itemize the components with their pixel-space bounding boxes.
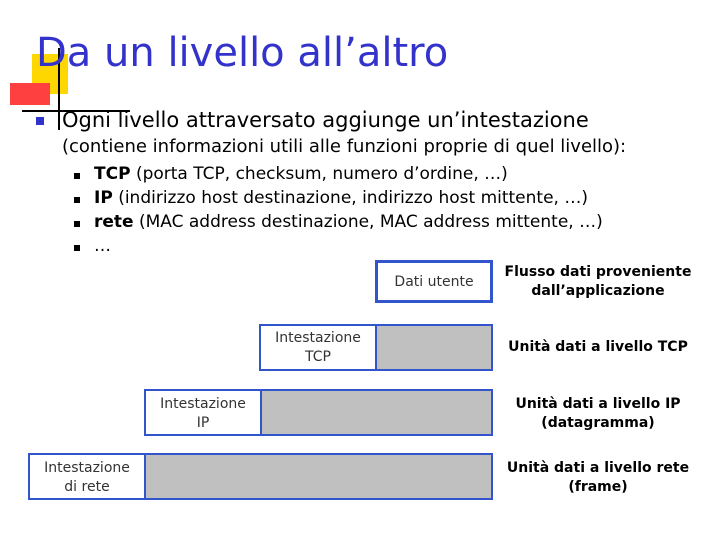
list-item-keyword: TCP	[94, 164, 131, 184]
ip-header-label-line2: IP	[196, 415, 210, 431]
label-network-unit: Unità dati a livello rete (frame)	[506, 460, 690, 495]
label-ip-unit: Unità dati a livello IP (datagramma)	[515, 396, 681, 431]
user-data-label: Dati utente	[394, 274, 474, 290]
ip-payload-block	[262, 389, 493, 436]
list-item-keyword: rete	[94, 212, 134, 232]
ip-header-label-line1: Intestazione	[160, 396, 246, 412]
tcp-header-label-line2: TCP	[305, 349, 331, 365]
network-header-label-line2: di rete	[64, 479, 110, 495]
user-data-block	[375, 260, 493, 303]
tcp-header-label-line1: Intestazione	[275, 330, 361, 346]
tcp-header-block	[259, 324, 377, 371]
ip-header-block	[144, 389, 262, 436]
slide-title: Da un livello all’altro	[36, 30, 449, 76]
network-header-label-line1: Intestazione	[44, 460, 130, 476]
list-item-text: (porta TCP, checksum, numero d’ordine, …)	[130, 164, 508, 184]
bullet-icon	[36, 117, 44, 125]
intro-main-text: Ogni livello attraversato aggiunge un’intestazione	[62, 108, 589, 132]
bullet-icon	[74, 173, 80, 179]
list-item-text: (MAC address destinazione, MAC address mittente, …)	[133, 212, 603, 232]
list-item-keyword: IP	[94, 188, 113, 208]
label-tcp-unit: Unità dati a livello TCP	[508, 339, 688, 355]
network-header-block	[28, 453, 146, 500]
label-app-flow: Flusso dati proveniente dall’applicazione	[504, 264, 692, 299]
list-item-text: (indirizzo host destinazione, indirizzo host mittente, …)	[112, 188, 588, 208]
list-item-text: …	[94, 236, 111, 256]
decor-red-bar	[10, 83, 50, 105]
bullet-icon	[74, 197, 80, 203]
intro-sub-text: (contiene informazioni utili alle funzioni proprie di quel livello):	[62, 136, 627, 157]
bullet-icon	[74, 221, 80, 227]
bullet-icon	[74, 245, 80, 251]
tcp-payload-block	[377, 324, 493, 371]
network-payload-block	[146, 453, 493, 500]
